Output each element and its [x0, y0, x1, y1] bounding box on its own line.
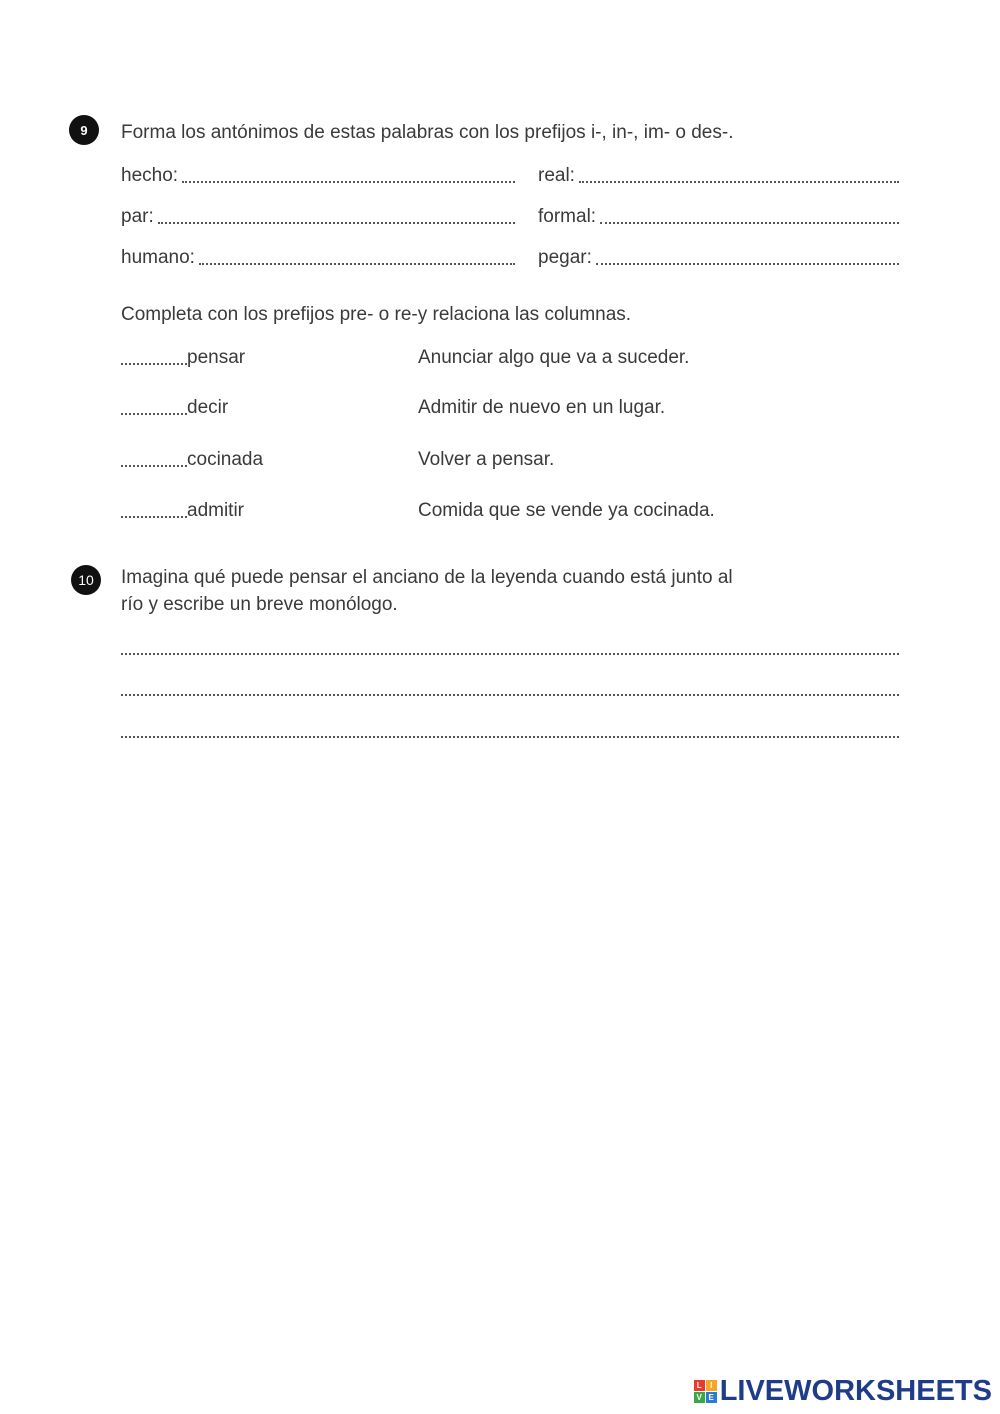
monologue-answer-line[interactable] — [121, 736, 899, 738]
antonym-answer-field[interactable] — [596, 263, 899, 265]
exercise-9-number: 9 — [69, 115, 99, 145]
antonym-answer-field[interactable] — [600, 222, 899, 224]
prefix-answer-field[interactable] — [121, 465, 187, 467]
definition-item: Admitir de nuevo en un lugar. — [418, 397, 666, 418]
antonym-answer-field[interactable] — [199, 263, 515, 265]
antonym-answer-field[interactable] — [158, 222, 515, 224]
antonym-word: par: — [121, 206, 154, 227]
logo-tile: L — [694, 1380, 705, 1391]
antonym-row-real — [538, 164, 899, 188]
antonym-row-pegar — [538, 246, 899, 270]
exercise-9-part2-instruction: Completa con los prefijos pre- o re-y relaciona las columnas. — [121, 304, 632, 325]
prefix-answer-field[interactable] — [121, 413, 187, 415]
prefix-row-admitir — [121, 499, 244, 523]
exercise-9-instruction: Forma los antónimos de estas palabras con los prefijos i-, in-, im- o des-. — [121, 122, 734, 143]
antonym-answer-field[interactable] — [579, 181, 899, 183]
prefix-answer-field[interactable] — [121, 363, 187, 365]
prefix-word: cocinada — [187, 449, 264, 470]
liveworksheets-logo — [694, 1375, 992, 1408]
antonym-row-par — [121, 205, 515, 229]
exercise-10-instruction-line2: río y escribe un breve monólogo. — [121, 594, 398, 615]
prefix-word: pensar — [187, 347, 246, 368]
antonym-row-hecho — [121, 164, 515, 188]
definition-item: Volver a pensar. — [418, 449, 555, 470]
liveworksheets-logo-icon — [694, 1380, 717, 1403]
prefix-row-decir — [121, 396, 228, 420]
prefix-row-cocinada — [121, 448, 263, 472]
monologue-answer-line[interactable] — [121, 653, 899, 655]
antonym-word: real: — [538, 165, 575, 186]
prefix-row-pensar — [121, 346, 245, 370]
antonym-word: pegar: — [538, 247, 592, 268]
exercise-10-number: 10 — [71, 565, 101, 595]
exercise-10-instruction-line1: Imagina qué puede pensar el anciano de la leyenda cuando está junto al — [121, 567, 733, 588]
antonym-row-formal — [538, 205, 899, 229]
antonym-answer-field[interactable] — [182, 181, 515, 183]
liveworksheets-logo-text: LIVEWORKSHEETS — [719, 1375, 992, 1407]
antonym-word: humano: — [121, 247, 195, 268]
antonym-row-humano — [121, 246, 515, 270]
prefix-answer-field[interactable] — [121, 516, 187, 518]
definition-item: Comida que se vende ya cocinada. — [418, 500, 715, 521]
definition-item: Anunciar algo que va a suceder. — [418, 347, 690, 368]
logo-tile: V — [694, 1392, 705, 1403]
prefix-word: admitir — [187, 500, 245, 521]
logo-tile: E — [706, 1392, 717, 1403]
antonym-word: hecho: — [121, 165, 179, 186]
prefix-word: decir — [187, 397, 229, 418]
antonym-word: formal: — [538, 206, 597, 227]
monologue-answer-line[interactable] — [121, 694, 899, 696]
logo-tile: I — [706, 1380, 717, 1391]
